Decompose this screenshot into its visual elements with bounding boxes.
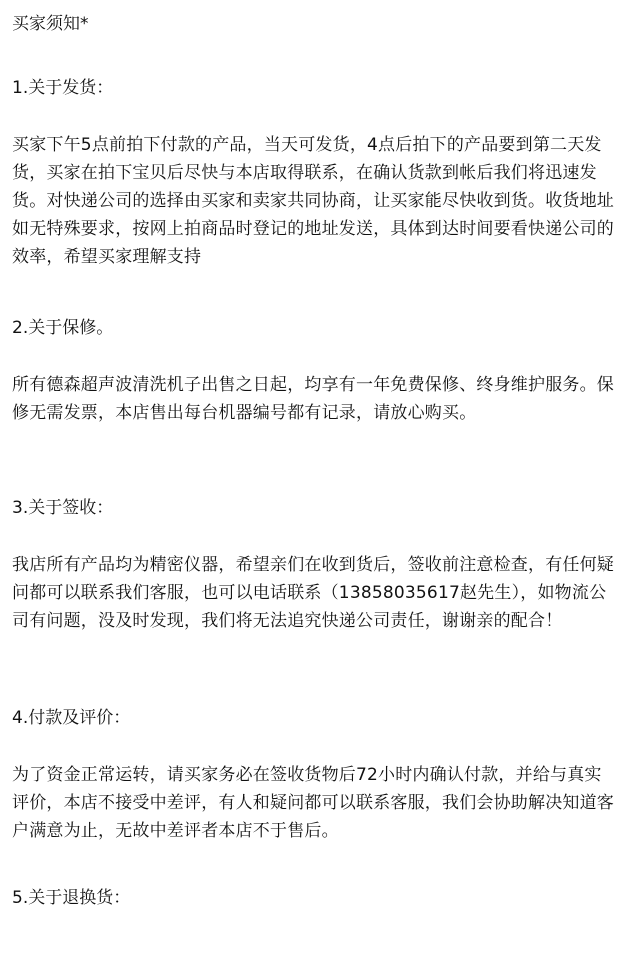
section-body-warranty: 所有德森超声波清洗机子出售之日起，均享有一年免费保修、终身维护服务。保修无需发票，本店售出每台机器编号都有记录，请放心购买。	[12, 375, 614, 423]
section-heading-returns: 5.关于退换货：	[12, 888, 131, 908]
section-body-payment: 为了资金正常运转，请买家务必在签收货物后72小时内确认付款，并给与真实评价，本店不接受中差评，有人和疑问都可以联系客服，我们会协助解决知道客户满意为止，无故中差评者本店不于售后。	[12, 765, 614, 841]
section-heading-receipt: 3.关于签收：	[12, 498, 114, 518]
section-heading-payment: 4.付款及评价：	[12, 708, 131, 728]
page-title: 买家须知*	[12, 14, 89, 34]
section-heading-warranty: 2.关于保修。	[12, 318, 114, 338]
section-body-receipt: 我店所有产品均为精密仪器，希望亲们在收到货后，签收前注意检查，有任何疑问都可以联系我们客服，也可以电话联系（13858035617赵先生），如物流公司有问题，没及时发现，我们将无法追究快递公司责任，谢谢亲的配合！	[12, 555, 614, 631]
section-body-shipping: 买家下午5点前拍下付款的产品，当天可发货，4点后拍下的产品要到第二天发货，买家在拍下宝贝后尽快与本店取得联系，在确认货款到帐后我们将迅速发货。对快递公司的选择由买家和卖家共同协商，让买家能尽快收到货。收货地址如无特殊要求，按网上拍商品时登记的地址发送，具体到达时间要看快递公司的效率，希望买家理解支持	[12, 135, 614, 267]
section-heading-shipping: 1.关于发货：	[12, 78, 114, 98]
